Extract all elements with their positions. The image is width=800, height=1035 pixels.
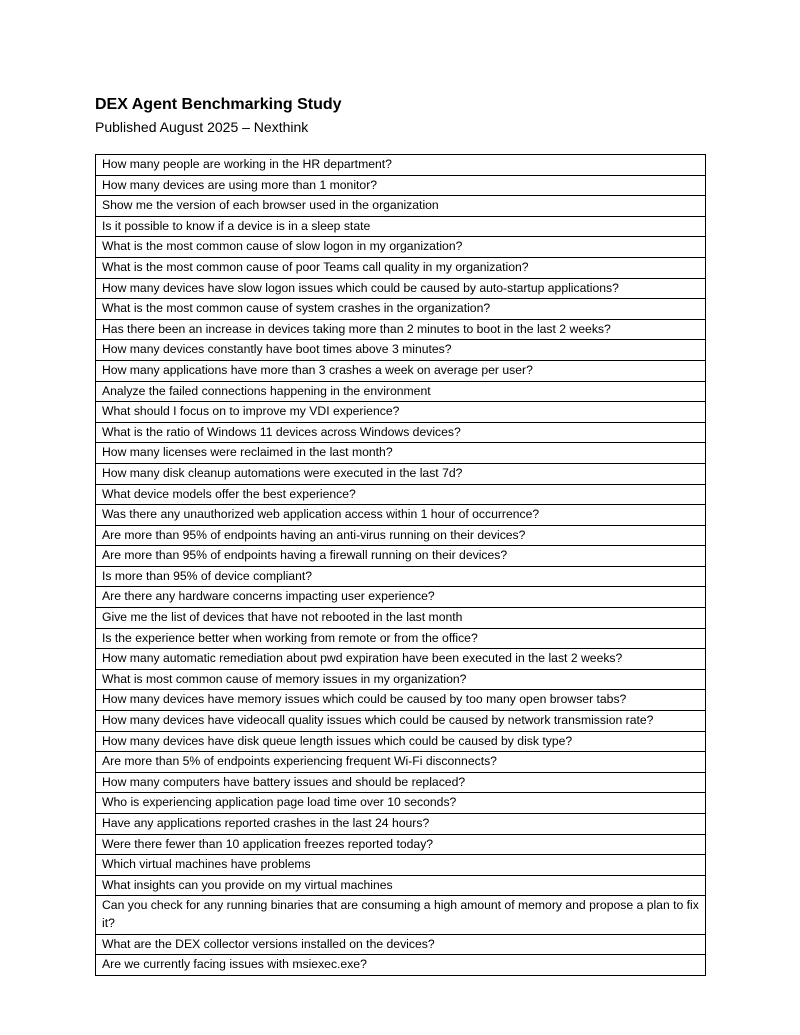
table-row xyxy=(96,196,706,217)
question-cell: Who is experiencing application page load time over 10 seconds? xyxy=(96,793,706,814)
table-row xyxy=(96,875,706,896)
table-row xyxy=(96,690,706,711)
question-cell: How many computers have battery issues and should be replaced? xyxy=(96,772,706,793)
table-row xyxy=(96,752,706,773)
table-row xyxy=(96,896,706,934)
question-cell: How many devices have slow logon issues which could be caused by auto-startup applications? xyxy=(96,278,706,299)
question-cell: How many devices are using more than 1 monitor? xyxy=(96,175,706,196)
table-row xyxy=(96,608,706,629)
table-row xyxy=(96,216,706,237)
table-row xyxy=(96,628,706,649)
table-row xyxy=(96,360,706,381)
table-row xyxy=(96,402,706,423)
question-cell: What is the most common cause of system crashes in the organization? xyxy=(96,299,706,320)
question-cell: Are there any hardware concerns impacting user experience? xyxy=(96,587,706,608)
question-cell: How many devices constantly have boot times above 3 minutes? xyxy=(96,340,706,361)
document-title: DEX Agent Benchmarking Study xyxy=(95,96,342,113)
table-row xyxy=(96,278,706,299)
question-cell: Are we currently facing issues with msiexec.exe? xyxy=(96,955,706,976)
table-row xyxy=(96,955,706,976)
table-row xyxy=(96,793,706,814)
question-cell: How many devices have disk queue length issues which could be caused by disk type? xyxy=(96,731,706,752)
table-row xyxy=(96,834,706,855)
table-row xyxy=(96,155,706,176)
questions-table-body xyxy=(96,155,706,976)
table-row xyxy=(96,319,706,340)
table-row xyxy=(96,484,706,505)
table-row xyxy=(96,855,706,876)
table-row xyxy=(96,422,706,443)
question-cell: How many applications have more than 3 crashes a week on average per user? xyxy=(96,360,706,381)
question-cell: Are more than 95% of endpoints having a firewall running on their devices? xyxy=(96,546,706,567)
question-cell: Is more than 95% of device compliant? xyxy=(96,566,706,587)
question-cell: Is it possible to know if a device is in a sleep state xyxy=(96,216,706,237)
table-row xyxy=(96,463,706,484)
question-cell: What is most common cause of memory issues in my organization? xyxy=(96,669,706,690)
question-cell: What should I focus on to improve my VDI experience? xyxy=(96,402,706,423)
question-cell: Are more than 95% of endpoints having an anti-virus running on their devices? xyxy=(96,525,706,546)
table-row xyxy=(96,525,706,546)
table-row xyxy=(96,731,706,752)
table-row xyxy=(96,566,706,587)
table-row xyxy=(96,772,706,793)
document-subtitle: Published August 2025 – Nexthink xyxy=(95,119,309,135)
question-cell: Has there been an increase in devices taking more than 2 minutes to boot in the last 2 weeks? xyxy=(96,319,706,340)
question-cell: Have any applications reported crashes in the last 24 hours? xyxy=(96,814,706,835)
question-cell: How many disk cleanup automations were executed in the last 7d? xyxy=(96,463,706,484)
table-row xyxy=(96,587,706,608)
table-row xyxy=(96,381,706,402)
table-row xyxy=(96,711,706,732)
question-cell: How many licenses were reclaimed in the last month? xyxy=(96,443,706,464)
table-row xyxy=(96,546,706,567)
question-cell: What is the ratio of Windows 11 devices across Windows devices? xyxy=(96,422,706,443)
table-row xyxy=(96,257,706,278)
table-row xyxy=(96,505,706,526)
question-cell: Analyze the failed connections happening in the environment xyxy=(96,381,706,402)
question-cell: Is the experience better when working from remote or from the office? xyxy=(96,628,706,649)
question-cell: What is the most common cause of slow logon in my organization? xyxy=(96,237,706,258)
question-cell: How many devices have videocall quality issues which could be caused by network transmission rate? xyxy=(96,711,706,732)
table-row xyxy=(96,175,706,196)
question-cell: Which virtual machines have problems xyxy=(96,855,706,876)
question-cell: How many people are working in the HR department? xyxy=(96,155,706,176)
table-row xyxy=(96,340,706,361)
question-cell: Can you check for any running binaries that are consuming a high amount of memory and propose a plan to fix it? xyxy=(96,896,706,934)
question-cell: Give me the list of devices that have not rebooted in the last month xyxy=(96,608,706,629)
table-row xyxy=(96,669,706,690)
question-cell: What insights can you provide on my virtual machines xyxy=(96,875,706,896)
question-cell: Were there fewer than 10 application freezes reported today? xyxy=(96,834,706,855)
question-cell: What device models offer the best experience? xyxy=(96,484,706,505)
question-cell: How many automatic remediation about pwd expiration have been executed in the last 2 weeks? xyxy=(96,649,706,670)
question-cell: Show me the version of each browser used in the organization xyxy=(96,196,706,217)
question-cell: What are the DEX collector versions installed on the devices? xyxy=(96,934,706,955)
table-row xyxy=(96,237,706,258)
table-row xyxy=(96,299,706,320)
questions-table xyxy=(95,154,706,976)
question-cell: Are more than 5% of endpoints experiencing frequent Wi-Fi disconnects? xyxy=(96,752,706,773)
table-row xyxy=(96,443,706,464)
question-cell: How many devices have memory issues which could be caused by too many open browser tabs? xyxy=(96,690,706,711)
table-row xyxy=(96,934,706,955)
table-row xyxy=(96,814,706,835)
question-cell: What is the most common cause of poor Teams call quality in my organization? xyxy=(96,257,706,278)
table-row xyxy=(96,649,706,670)
question-cell: Was there any unauthorized web application access within 1 hour of occurrence? xyxy=(96,505,706,526)
